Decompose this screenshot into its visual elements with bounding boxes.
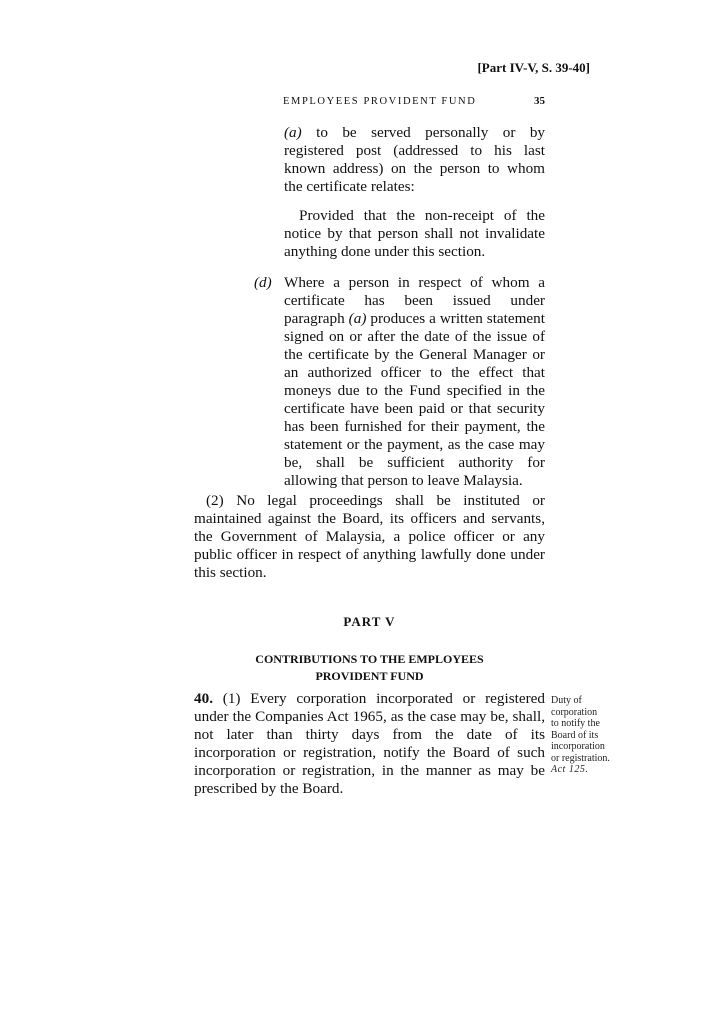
paragraph-d-text-2: produces a written statement signed on or after the date of the issue of the certificate by the General Manager or an authorized officer to the effect that moneys due to the Fund specified in the certificate have been paid or that security has been furnished for their payment, the statement or the payment, as the case may be, shall be sufficient authority for allowing that person to leave Malaysia. <box>284 310 545 489</box>
subsection-2-text: (2) No legal proceedings shall be instituted or maintained against the Board, its officers and servants, the Government of Malaysia, a police officer or any public officer in respect of anything lawfully done under this section. <box>194 492 545 581</box>
marginal-note-line-1: Duty of <box>551 695 582 706</box>
section-40-number: 40. <box>194 690 213 707</box>
section-40-text: (1) Every corporation incorporated or registered under the Companies Act 1965, as the case may be, shall, not later than thirty days from the date of its incorporation or registration, notify the Board of such incorporation or registration, in the manner as may be prescribed by the Board. <box>194 690 546 797</box>
section-40 <box>194 690 545 798</box>
part-title: PART V <box>343 614 396 629</box>
marginal-note-act: Act 125. <box>551 764 589 775</box>
part-section-reference: [Part IV-V, S. 39-40] <box>477 60 590 75</box>
part-heading <box>194 651 545 685</box>
paragraph-d <box>284 274 545 490</box>
marginal-note-line-2: corporation <box>551 706 598 718</box>
proviso-text: Provided that the non-receipt of the notice by that person shall not invalidate anything done under this section. <box>284 207 545 260</box>
paragraph-a-label: (a) <box>284 124 302 141</box>
paragraph-a-text: to be served personally or by registered post (addressed to his last known address) on the person to whom the certificate relates: <box>284 124 546 195</box>
subsection-2 <box>194 492 545 582</box>
page-number: 35 <box>534 95 545 107</box>
paragraph-d-text-1: Where a person in respect of whom a certificate has been issued under paragraph <box>284 274 545 327</box>
marginal-note <box>551 695 631 776</box>
marginal-note-line-5: incorporation <box>551 741 605 752</box>
part-heading-line-1: CONTRIBUTIONS TO THE EMPLOYEES <box>255 652 484 666</box>
marginal-note-line-3: to notify the <box>551 718 600 729</box>
paragraph-d-ref: (a) <box>348 310 367 327</box>
part-heading-line-2: PROVIDENT FUND <box>315 669 424 683</box>
marginal-note-line-6: or registration. <box>551 752 610 764</box>
running-head: EMPLOYEES PROVIDENT FUND <box>283 96 477 107</box>
paragraph-d-label: (d) <box>254 274 272 291</box>
marginal-note-line-4: Board of its <box>551 729 599 741</box>
paragraph-a <box>284 124 545 196</box>
proviso <box>284 207 545 261</box>
